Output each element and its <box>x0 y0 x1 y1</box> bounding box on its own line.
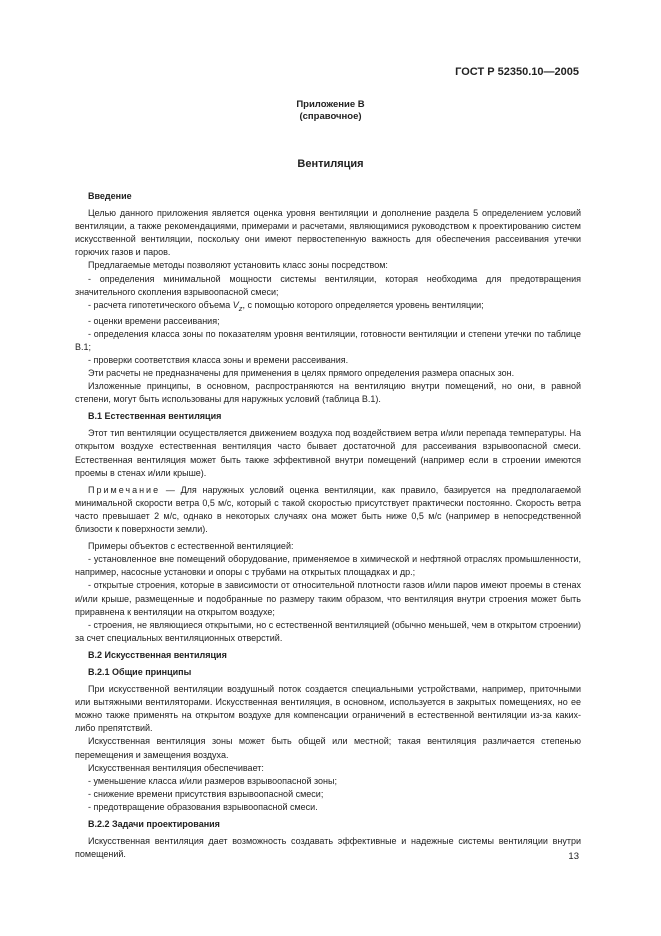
section-b1-example-1: - установленное вне помещений оборудование, применяемое в химической и нефтяной отраслях промышленности, например, насосные установки и опоры с трубами на открытых площадках и др.; <box>75 554 581 578</box>
page-number: 13 <box>568 851 579 862</box>
intro-heading: Введение <box>88 191 132 201</box>
volume-subscript: z <box>238 303 243 313</box>
document-body <box>75 190 581 861</box>
intro-paragraph-2: Предлагаемые методы позволяют установить класс зоны посредством: <box>88 260 388 271</box>
intro-paragraph-1: Целью данного приложения является оценка уровня вентиляции и дополнение раздела 5 определением условий вентиляции, а также рекомендациями, примерами и расчетами, являющимися руководством к проектированию систем искусственной вентиляции, поскольку они имеют первостепенную важность для обеспечения рассеивания утечки горючих газов и паров. <box>75 208 581 258</box>
intro-paragraph-4: Изложенные принципы, в основном, распространяются на вентиляцию внутри помещений, но они, в равной степени, могут быть использованы для наружных условий (таблица В.1). <box>75 381 581 405</box>
section-b21-paragraph-3: Искусственная вентиляция обеспечивает: <box>88 762 264 773</box>
section-b1-example-2: - открытые строения, которые в зависимости от относительной плотности газов и/или паров имеют проемы в стенах и/или крыше, размещенные и подобранные по размеру таким образом, что вентиляция внутри строения может быть приравнена к вентиляции на открытом воздухе; <box>75 580 581 617</box>
standard-number: ГОСТ Р 52350.10—2005 <box>455 66 579 78</box>
note-text: — Для наружных условий оценка вентиляции, как правило, базируется на предполагаемой минимальной скорости ветра 0,5 м/с, который с такой скоростью присутствует практически постоянно. Скорость ветра часто превышает 2 м/с, однако в некоторых случаях она может быть ниже 0,5 м/с (например в непосредственной близости к поверхности земли). <box>75 484 581 535</box>
section-b22-paragraph-1: Искусственная вентиляция дает возможность создавать эффективные и надежные системы вентиляции внутри помещений. <box>75 836 581 860</box>
section-b1-paragraph-1: Этот тип вентиляции осуществляется движением воздуха под воздействием ветра и/или перепада температуры. На открытом воздухе естественная вентиляция часто бывает достаточной для рассеивания взрывоопасной смеси. Естественная вентиляция может быть также эффективной внутри помещений (например если в строении имеются проемы в стенах и/или крыше). <box>75 428 581 478</box>
section-b1-heading: В.1 Естественная вентиляция <box>88 411 222 422</box>
section-b21-item-3: - предотвращение образования взрывоопасной смеси. <box>88 801 318 812</box>
intro-bullet-1: - определения минимальной мощности системы вентиляции, которая необходима для предотвращения значительного скопления взрывоопасной смеси; <box>75 273 581 297</box>
section-b21-paragraph-2: Искусственная вентиляция зоны может быть общей или местной; такая вентиляция различается степенью перемещения и замещения воздуха. <box>75 736 581 760</box>
intro-bullet-3: - оценки времени рассеивания; <box>88 315 220 326</box>
document-title: Вентиляция <box>297 158 364 170</box>
section-b21-paragraph-1: При искусственной вентиляции воздушный поток создается специальными устройствами, например, приточными или вытяжными вентиляторами. Искусственная вентиляция, в основном, используется в закрытых помещениях, но ее можно также применять на открытом воздухе для компенсации ограничений в естественной вентиляции из-за каких-либо препятствий. <box>75 684 581 734</box>
intro-bullet-5: - проверки соответствия класса зоны и времени рассеивания. <box>88 354 349 365</box>
annex-note: (справочное) <box>299 111 362 122</box>
section-b1-example-3: - строения, не являющиеся открытыми, но с естественной вентиляцией (обычно меньшей, чем в открытом строении) за счет специальных вентиляционных отверстий. <box>75 619 581 643</box>
note-label: Примечание <box>88 484 161 495</box>
section-b22-heading: В.2.2 Задачи проектирования <box>88 819 220 830</box>
bullet-text-end: , с помощью которого определяется уровень вентиляции; <box>242 299 484 310</box>
annex-header <box>0 99 661 123</box>
section-b21-item-1: - уменьшение класса и/или размеров взрывоопасной зоны; <box>88 775 337 786</box>
intro-bullet-4: - определения класса зоны по показателям уровня вентиляции, готовности вентиляции и степени утечки по таблице В.1; <box>75 328 581 352</box>
volume-symbol: V <box>232 299 239 310</box>
section-b1-note <box>75 484 581 536</box>
section-b21-heading: В.2.1 Общие принципы <box>88 666 192 677</box>
section-b1-paragraph-2: Примеры объектов с естественной вентиляцией: <box>88 541 294 552</box>
intro-paragraph-3: Эти расчеты не предназначены для применения в целях прямого определения размера опасных зон. <box>88 368 515 379</box>
intro-bullet-2 <box>75 299 581 315</box>
annex-title: Приложение В <box>296 99 365 110</box>
section-b2-heading: В.2 Искусственная вентиляция <box>88 649 227 660</box>
bullet-text: - расчета гипотетического объема <box>88 299 233 310</box>
section-b21-item-2: - снижение времени присутствия взрывоопасной смеси; <box>88 788 324 799</box>
